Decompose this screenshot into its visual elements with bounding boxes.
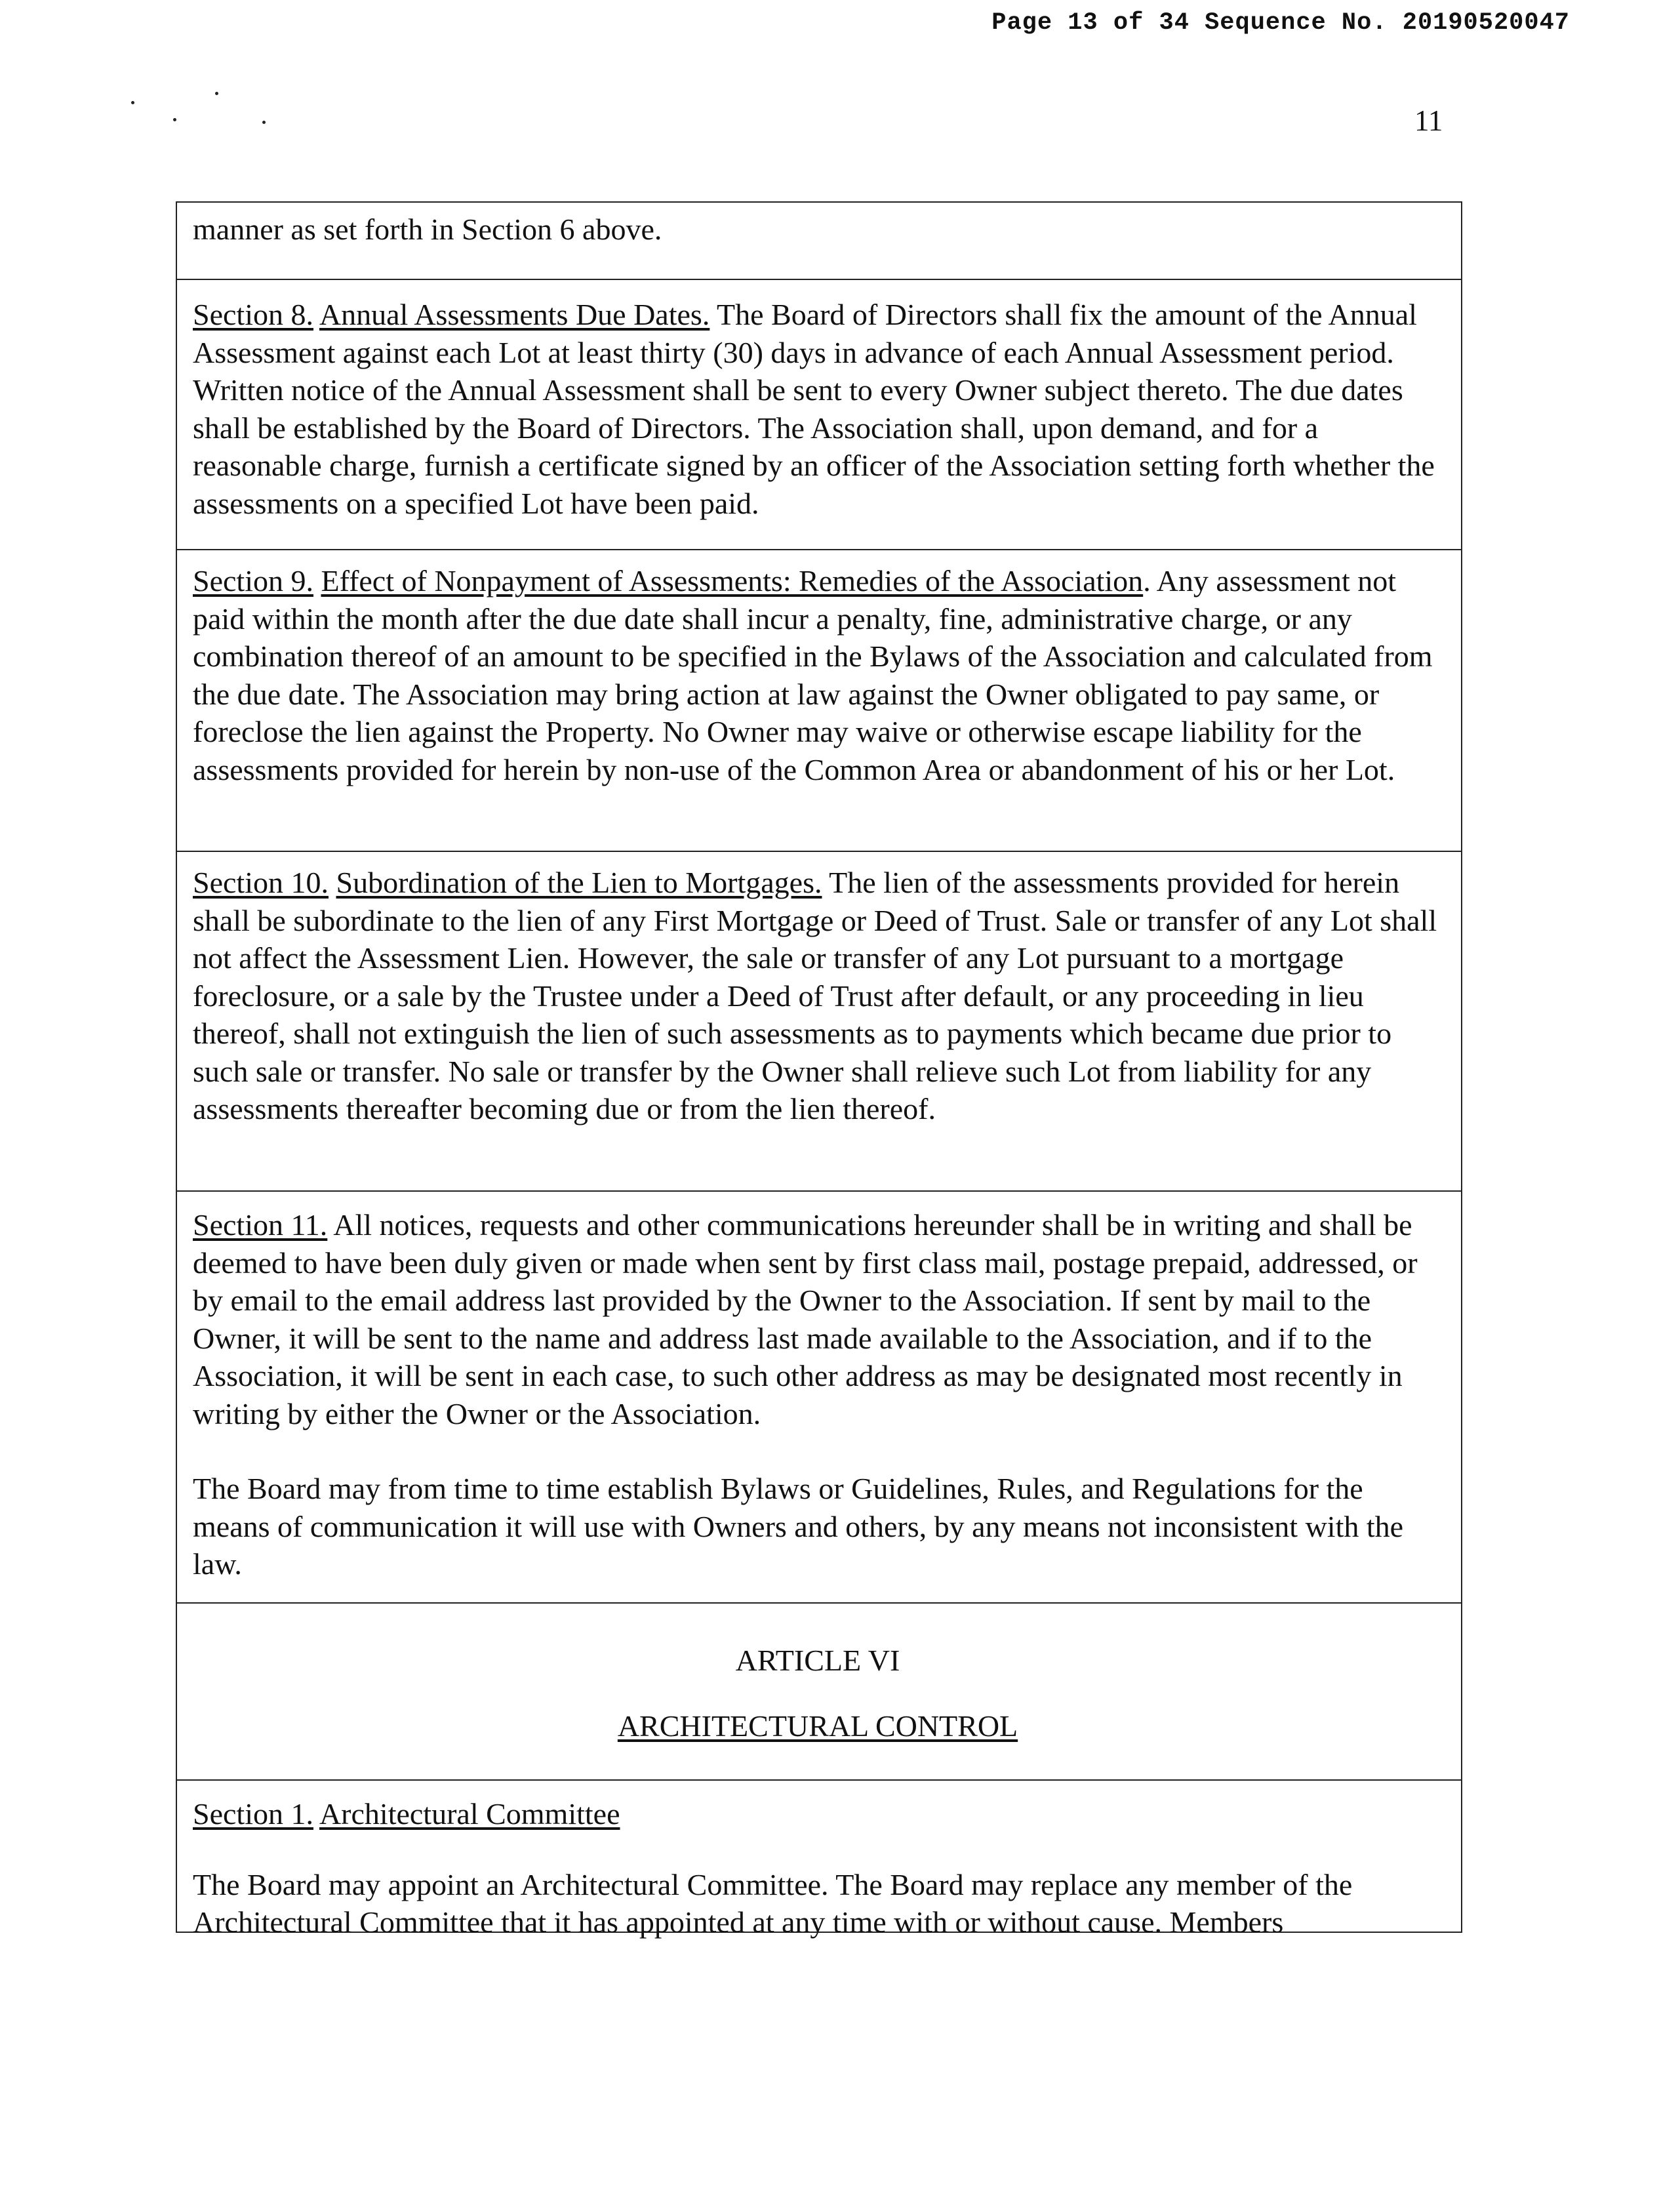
section-1-title: Architectural Committee [319, 1797, 620, 1831]
section-10-label: Section 10. [193, 866, 329, 899]
scan-speck [262, 121, 266, 124]
section-9-paragraph [193, 562, 1443, 788]
section-11-body: All notices, requests and other communications hereunder shall be in writing and shall be deemed to have been duly given or made when sent by first class mail, postage prepaid, addressed, or by email to the email address last provided by the Owner to the Association. If sent by mail to the Owner, it will be sent to the name and address last made available to the Association, and if to the Association, it will be sent in each case, to such other address as may be designated most recently in writing by either the Owner or the Association. [193, 1208, 1418, 1430]
section-10-cell [176, 852, 1462, 1192]
section-9-cell [176, 550, 1462, 852]
section-10-title: Subordination of the Lien to Mortgages. [336, 866, 822, 899]
scan-speck [173, 118, 176, 121]
section-10-paragraph [193, 864, 1443, 1128]
section-8-paragraph [193, 296, 1443, 522]
section-8-label: Section 8. [193, 298, 313, 331]
section-1-body: The Board may appoint an Architectural Committee. The Board may replace any member of the Architectural Committee that it has appointed at any time with or without cause. Members [193, 1867, 1353, 1939]
article-title [193, 1707, 1443, 1745]
section-11-second-paragraph: The Board may from time to time establish Bylaws or Guidelines, Rules, and Regulations for the means of communication it will use with Owners and others, by any means not inconsistent with the law. [193, 1472, 1404, 1581]
section-7-continuation-cell [176, 201, 1462, 280]
page-sequence-stamp: Page 13 of 34 Sequence No. 20190520047 [991, 9, 1570, 37]
section-11-cell [176, 1192, 1462, 1604]
section-9-label: Section 9. [193, 564, 313, 597]
section-9-body: . Any assessment not paid within the month after the due date shall incur a penalty, fine, administrative charge, or any combination thereof of an amount to be specified in the Bylaws of the Association and calculated from the due date. The Association may bring action at law against the Owner obligated to pay same, or foreclose the lien against the Property. No Owner may waive or otherwise escape liability for the assessments provided for herein by non-use of the Common Area or abandonment of his or her Lot. [193, 564, 1433, 786]
section-9-title: Effect of Nonpayment of Assessments: Remedies of the Association [321, 564, 1144, 597]
page-number: 11 [1414, 104, 1443, 137]
section-11-label: Section 11. [193, 1208, 328, 1242]
section-10-body: The lien of the assessments provided for herein shall be subordinate to the lien of any First Mortgage or Deed of Trust. Sale or transfer of any Lot shall not affect the Assessment Lien. However, the sale or transfer of any Lot pursuant to a mortgage foreclosure, or a sale by the Trustee under a Deed of Trust after default, or any proceeding in lieu thereof, shall not extinguish the lien of such assessments as to payments which became due prior to such sale or transfer. No sale or transfer by the Owner shall relieve such Lot from liability for any assessments thereafter becoming due or from the lien thereof. [193, 866, 1437, 1125]
article-title-text: ARCHITECTURAL CONTROL [617, 1709, 1018, 1743]
section-1-cell [176, 1781, 1462, 1939]
scan-speck [215, 92, 218, 95]
continuation-text: manner as set forth in Section 6 above. [193, 213, 662, 246]
section-8-body: The Board of Directors shall fix the amount of the Annual Assessment against each Lot at least thirty (30) days in advance of each Annual Assessment period. Written notice of the Annual Assessment shall be sent to every Owner subject thereto. The due dates shall be established by the Board of Directors. The Association shall, upon demand, and for a reasonable charge, furnish a certificate signed by an officer of the Association setting forth whether the assessments on a specified Lot have been paid. [193, 298, 1435, 520]
article-heading: ARTICLE VI [735, 1644, 900, 1677]
section-8-title: Annual Assessments Due Dates. [319, 298, 710, 331]
section-8-cell [176, 280, 1462, 550]
section-11-paragraph [193, 1206, 1443, 1432]
section-1-label: Section 1. [193, 1797, 313, 1831]
document-table [176, 201, 1462, 1939]
scan-speck [131, 101, 134, 104]
article-vi-header-cell [176, 1604, 1462, 1781]
section-1-heading [193, 1795, 1443, 1833]
